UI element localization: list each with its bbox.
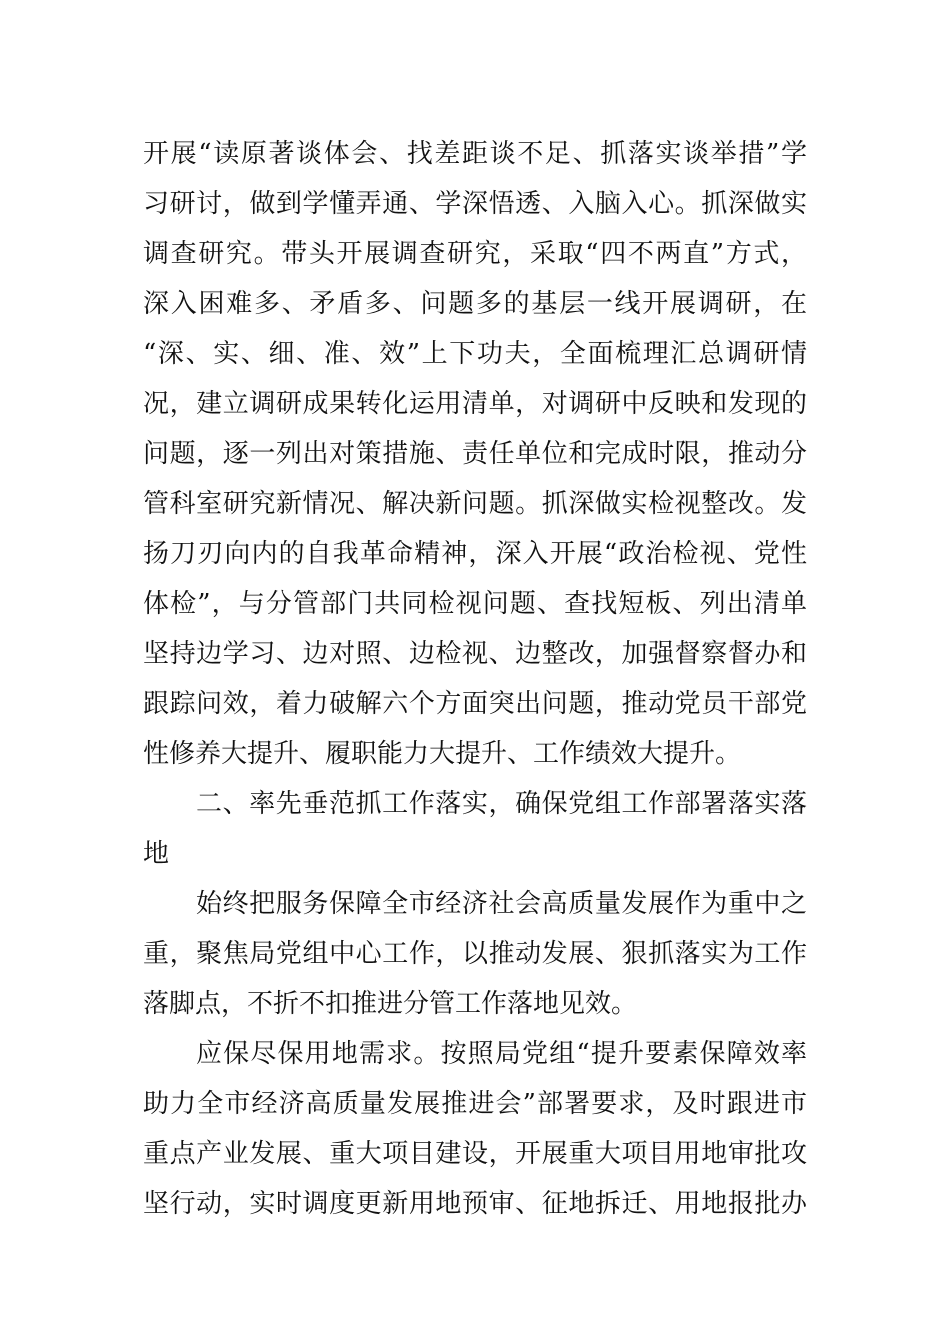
text-line: 坚行动，实时调度更新用地预审、征地拆迁、用地报批办 (143, 1189, 807, 1219)
text-line: 重点产业发展、重大项目建设，开展重大项目用地审批攻 (143, 1139, 807, 1169)
section-heading-line: 地 (143, 839, 170, 869)
text-line: 调查研究。带头开展调查研究，采取“四不两直”方式， (143, 239, 807, 269)
text-line: “深、实、细、准、效”上下功夫，全面梳理汇总调研情 (143, 339, 807, 369)
text-line: 扬刀刃向内的自我革命精神，深入开展“政治检视、党性 (143, 539, 807, 569)
text-line: 助力全市经济高质量发展推进会”部署要求，及时跟进市 (143, 1089, 807, 1119)
text-line: 况，建立调研成果转化运用清单，对调研中反映和发现的 (143, 389, 807, 419)
text-line: 深入困难多、矛盾多、问题多的基层一线开展调研，在 (143, 289, 807, 319)
text-line: 体检”，与分管部门共同检视问题、查找短板、列出清单 (143, 589, 807, 619)
text-line: 开展“读原著谈体会、找差距谈不足、抓落实谈举措”学 (143, 139, 807, 169)
text-line: 问题，逐一列出对策措施、责任单位和完成时限，推动分 (143, 439, 807, 469)
text-line: 管科室研究新情况、解决新问题。抓深做实检视整改。发 (143, 489, 807, 519)
text-line: 应保尽保用地需求。按照局党组“提升要素保障效率 (196, 1039, 807, 1069)
text-line: 习研讨，做到学懂弄通、学深悟透、入脑入心。抓深做实 (143, 189, 807, 219)
text-line: 落脚点，不折不扣推进分管工作落地见效。 (143, 989, 638, 1019)
text-line: 重，聚焦局党组中心工作，以推动发展、狠抓落实为工作 (143, 939, 807, 969)
section-heading-line: 二、率先垂范抓工作落实，确保党组工作部署落实落 (196, 789, 807, 819)
text-line: 坚持边学习、边对照、边检视、边整改，加强督察督办和 (143, 639, 807, 669)
text-line: 始终把服务保障全市经济社会高质量发展作为重中之 (196, 889, 807, 919)
text-line: 跟踪问效，着力破解六个方面突出问题，推动党员干部党 (143, 689, 807, 719)
text-line: 性修养大提升、履职能力大提升、工作绩效大提升。 (143, 739, 742, 769)
